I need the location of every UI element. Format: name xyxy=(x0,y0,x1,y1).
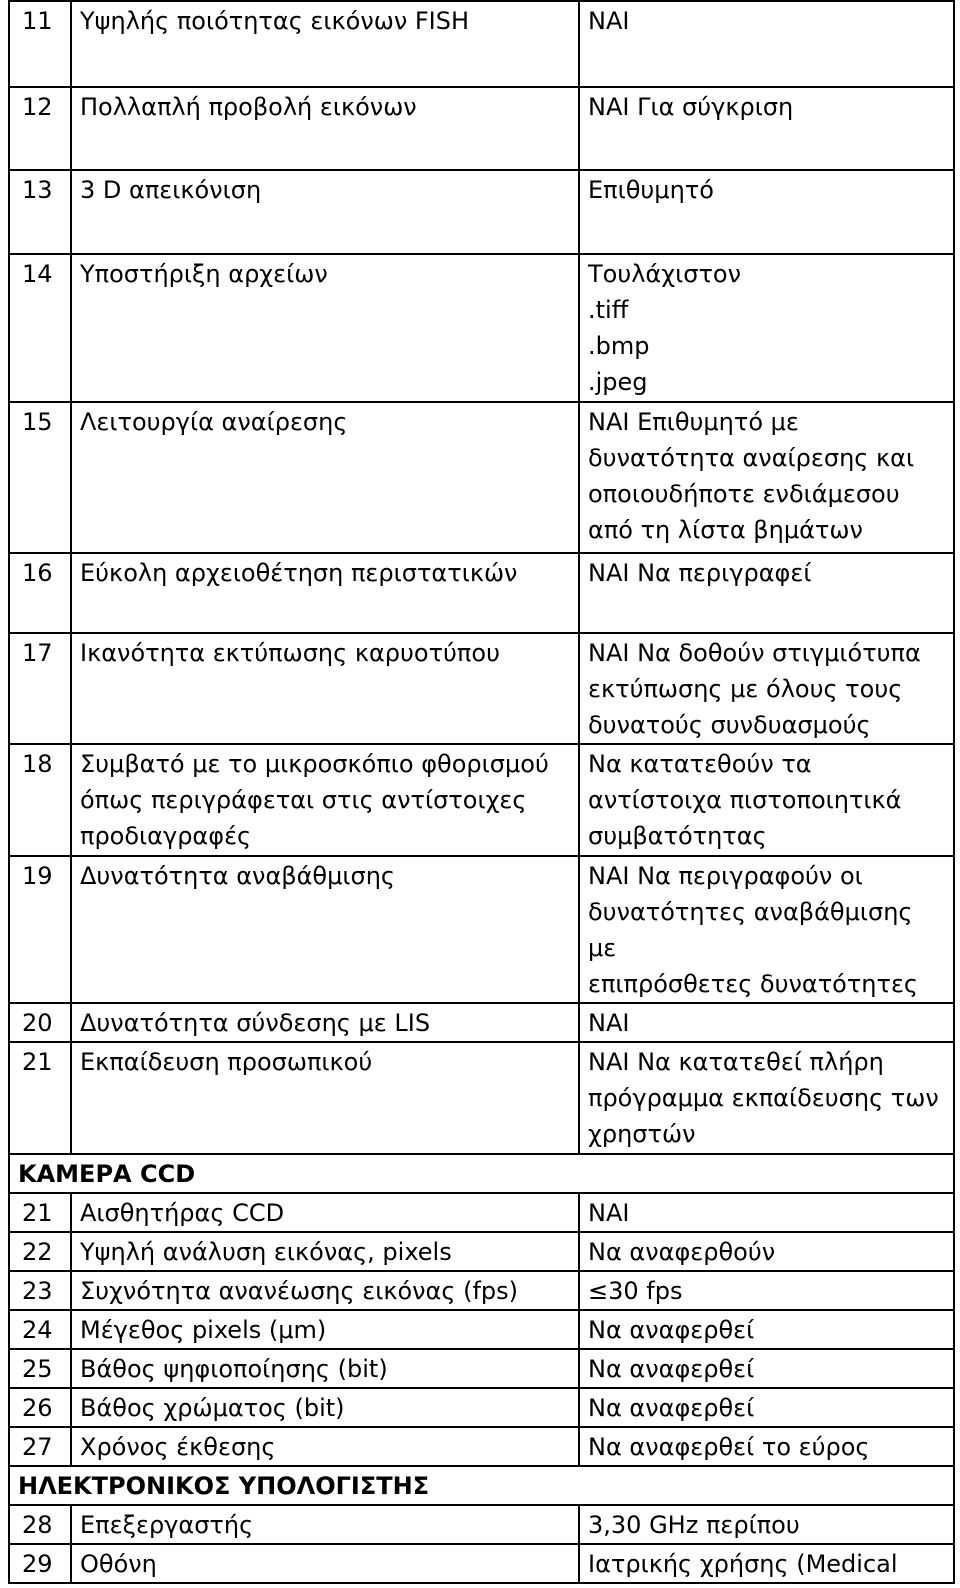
row-description: Δυνατότητα αναβάθμισης xyxy=(71,856,579,1003)
row-requirement: ΝΑΙ Να περιγραφεί xyxy=(579,553,954,633)
table-row xyxy=(9,1505,954,1544)
row-requirement: Ιατρικής χρήσης (Medical xyxy=(579,1544,954,1583)
row-number: 14 xyxy=(9,254,71,402)
row-requirement: ≤30 fps xyxy=(579,1271,954,1310)
specifications-table xyxy=(8,0,955,1584)
table-row xyxy=(9,402,954,553)
table-row xyxy=(9,1193,954,1232)
row-number: 23 xyxy=(9,1271,71,1310)
row-number: 27 xyxy=(9,1427,71,1466)
table-row xyxy=(9,170,954,254)
row-number: 20 xyxy=(9,1003,71,1042)
row-description: Λειτουργία αναίρεσης xyxy=(71,402,579,553)
row-number: 26 xyxy=(9,1388,71,1427)
specifications-table-body xyxy=(9,1,954,1583)
row-requirement: ΝΑΙ xyxy=(579,1,954,87)
row-description: Βάθος ψηφιοποίησης (bit) xyxy=(71,1349,579,1388)
row-requirement: Να αναφερθεί xyxy=(579,1388,954,1427)
row-requirement: ΝΑΙ Να περιγραφούν οι δυνατότητες αναβάθμισης με επιπρόσθετες δυνατότητες xyxy=(579,856,954,1003)
row-description: Πολλαπλή προβολή εικόνων xyxy=(71,87,579,170)
row-requirement: Να αναφερθούν xyxy=(579,1232,954,1271)
row-description: Επεξεργαστής xyxy=(71,1505,579,1544)
table-row xyxy=(9,1,954,87)
table-row xyxy=(9,1271,954,1310)
row-requirement: Τουλάχιστον .tiff .bmp .jpeg xyxy=(579,254,954,402)
row-description: Δυνατότητα σύνδεσης με LIS xyxy=(71,1003,579,1042)
row-number: 28 xyxy=(9,1505,71,1544)
row-number: 24 xyxy=(9,1310,71,1349)
row-number: 21 xyxy=(9,1042,71,1154)
row-requirement: Να αναφερθεί xyxy=(579,1349,954,1388)
row-description: Εύκολη αρχειοθέτηση περιστατικών xyxy=(71,553,579,633)
table-row xyxy=(9,744,954,856)
row-requirement: Να κατατεθούν τα αντίστοιχα πιστοποιητικά συμβατότητας xyxy=(579,744,954,856)
table-row xyxy=(9,1042,954,1154)
row-description: Υποστήριξη αρχείων xyxy=(71,254,579,402)
row-description: Υψηλής ποιότητας εικόνων FISH xyxy=(71,1,579,87)
row-number: 19 xyxy=(9,856,71,1003)
row-description: Οθόνη xyxy=(71,1544,579,1583)
section-title: ΗΛΕΚΤΡΟΝΙΚΟΣ ΥΠΟΛΟΓΙΣΤΗΣ xyxy=(9,1466,954,1505)
row-requirement: Να αναφερθεί το εύρος xyxy=(579,1427,954,1466)
row-description: 3 D απεικόνιση xyxy=(71,170,579,254)
row-number: 25 xyxy=(9,1349,71,1388)
table-row xyxy=(9,87,954,170)
table-row xyxy=(9,1427,954,1466)
row-number: 18 xyxy=(9,744,71,856)
row-description: Αισθητήρας CCD xyxy=(71,1193,579,1232)
table-row xyxy=(9,1310,954,1349)
row-requirement: 3,30 GHz περίπου xyxy=(579,1505,954,1544)
row-requirement: ΝΑΙ Να δοθούν στιγμιότυπα εκτύπωσης με όλους τους δυνατούς συνδυασμούς xyxy=(579,633,954,744)
row-number: 15 xyxy=(9,402,71,553)
row-requirement: ΝΑΙ Να κατατεθεί πλήρη πρόγραμμα εκπαίδευσης των χρηστών xyxy=(579,1042,954,1154)
row-number: 12 xyxy=(9,87,71,170)
row-number: 17 xyxy=(9,633,71,744)
table-row xyxy=(9,856,954,1003)
row-number: 16 xyxy=(9,553,71,633)
row-number: 29 xyxy=(9,1544,71,1583)
row-description: Συχνότητα ανανέωσης εικόνας (fps) xyxy=(71,1271,579,1310)
row-description: Χρόνος έκθεσης xyxy=(71,1427,579,1466)
row-number: 11 xyxy=(9,1,71,87)
row-requirement: Να αναφερθεί xyxy=(579,1310,954,1349)
section-header-row xyxy=(9,1466,954,1505)
row-requirement: ΝΑΙ xyxy=(579,1003,954,1042)
row-requirement: ΝΑΙ Επιθυμητό με δυνατότητα αναίρεσης και οποιουδήποτε ενδιάμεσου από τη λίστα βημάτων xyxy=(579,402,954,553)
row-number: 13 xyxy=(9,170,71,254)
row-requirement: ΝΑΙ xyxy=(579,1193,954,1232)
row-number: 22 xyxy=(9,1232,71,1271)
table-row xyxy=(9,553,954,633)
row-description: Ικανότητα εκτύπωσης καρυοτύπου xyxy=(71,633,579,744)
row-description: Συμβατό με το μικροσκόπιο φθορισμού όπως περιγράφεται στις αντίστοιχες προδιαγραφές xyxy=(71,744,579,856)
table-row xyxy=(9,1003,954,1042)
row-requirement: Επιθυμητό xyxy=(579,170,954,254)
row-description: Μέγεθος pixels (μm) xyxy=(71,1310,579,1349)
row-description: Εκπαίδευση προσωπικού xyxy=(71,1042,579,1154)
row-description: Βάθος χρώματος (bit) xyxy=(71,1388,579,1427)
table-row xyxy=(9,254,954,402)
section-title: ΚΑΜΕΡΑ CCD xyxy=(9,1154,954,1193)
row-requirement: ΝΑΙ Για σύγκριση xyxy=(579,87,954,170)
table-row xyxy=(9,633,954,744)
section-header-row xyxy=(9,1154,954,1193)
table-row xyxy=(9,1349,954,1388)
row-number: 21 xyxy=(9,1193,71,1232)
table-row xyxy=(9,1232,954,1271)
table-row xyxy=(9,1388,954,1427)
row-description: Υψηλή ανάλυση εικόνας, pixels xyxy=(71,1232,579,1271)
table-row xyxy=(9,1544,954,1583)
